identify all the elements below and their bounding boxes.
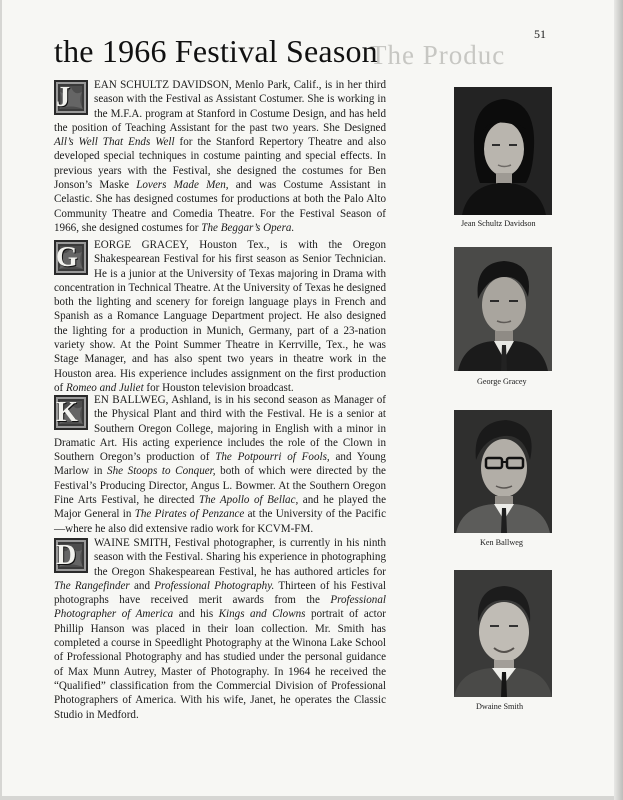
- bio-text: EAN SCHULTZ DAVIDSON, Menlo Park, Calif., is in her third season with the Festival as Assistant Costumer. She is working in the M.F.A. program at Stanford in Costume Design, and has held the position of Teaching Assistant for the past two years. She Designed All’s Well That Ends Well for the Stanford Repertory Theatre and also developed special techniques in costume painting and special effects. In previous years with the Festival, she designed the costumes for Ben Jonson’s Maske Lovers Made Men, and was Costume Assistant in Celastic. She has designed costumes for productions at both the Palo Alto Community Theatre and Comedia Theatre. For the Festival Season of 1966, she designed costumes for The Beggar’s Opera.: [54, 79, 386, 234]
- caption-davidson: Jean Schultz Davidson: [461, 219, 536, 228]
- page-sheet: [2, 0, 614, 796]
- bio-smith: [54, 536, 386, 722]
- portrait-photo-ballweg: [454, 410, 552, 533]
- bio-ballweg: [54, 393, 386, 536]
- bio-text: EN BALLWEG, Ashland, is in his second season as Manager of the Physical Plant and third with the Festival. He is a senior at Southern Oregon College, majoring in English with a minor in Dramatic Art. His acting experience includes the role of the Clown in Southern Oregon’s production of The Potpourri of Fools, and Young Marlow in She Stoops to Conquer, both of which were directed by the Festival’s Producing Director, Angus L. Bowmer. At the Southern Oregon Fine Arts Festival, he directed The Apollo of Bellac, and he played the Major General in The Pirates of Penzance at the University of the Pacific —where he also did extensive radio work for KCVM-FM.: [54, 394, 386, 535]
- initial-letter: G: [56, 242, 78, 273]
- ornamental-initial: [54, 538, 88, 573]
- initial-letter: J: [56, 82, 70, 113]
- bio-gracey: [54, 238, 386, 395]
- caption-ballweg: Ken Ballweg: [480, 538, 523, 547]
- ornamental-initial: [54, 80, 88, 115]
- portrait-photo-smith: [454, 570, 552, 697]
- ornamental-initial: [54, 240, 88, 275]
- ornamental-initial: [54, 395, 88, 430]
- caption-gracey: George Gracey: [477, 377, 527, 386]
- portrait-photo-davidson: [454, 87, 552, 215]
- page-number: 51: [534, 27, 546, 41]
- initial-letter: D: [56, 540, 77, 571]
- bio-text: WAINE SMITH, Festival photographer, is currently in his ninth season with the Festival. Sharing his experience in photographing the Oregon Shakespearean Festival, he has authored articles for The Rangefinder and Professional Photography. Thirteen of his Festival photographs have received merit awards from the Professional Photographer of America and his Kings and Clowns portrait of actor Phillip Hanson was placed in their loan collection. Mr. Smith has completed a course in Speedlight Photography at the Winona Lake School of Professional Photography and has studied under the personal guidance of Max Munn Autrey, Master of Photography. In 1964 he received the “Qualified” classification from the Commercial Division of Professional Photographers of America. With his wife, Janet, he operates the Classic Studio in Medford.: [54, 537, 386, 721]
- page-title: the 1966 Festival Season: [54, 33, 378, 69]
- page-edge: [614, 0, 623, 800]
- initial-letter: K: [56, 397, 78, 428]
- bio-davidson: [54, 78, 386, 235]
- caption-smith: Dwaine Smith: [476, 702, 524, 711]
- portrait-photo-gracey: [454, 247, 552, 371]
- show-through-text: The Produc: [370, 40, 506, 70]
- bio-text: EORGE GRACEY, Houston Tex., is with the Oregon Shakespearean Festival for his first season as Senior Technician. He is a junior at the University of Texas majoring in Drama with concentration in Technical Theatre. At the University of Texas he designed both the lighting and scenery for foreign language plays in French and Spanish as a Romance Language Department project. He also designed the lighting for a production in Munich, Germany, part of a 23-nation variety show. At the Point Summer Theatre in Kerrville, Tex., he was Stage Manager, and has also spent two years in theatre work in the Houston area. His experience includes assignment on the first production of Romeo and Juliet for Houston television broadcast.: [54, 239, 386, 394]
